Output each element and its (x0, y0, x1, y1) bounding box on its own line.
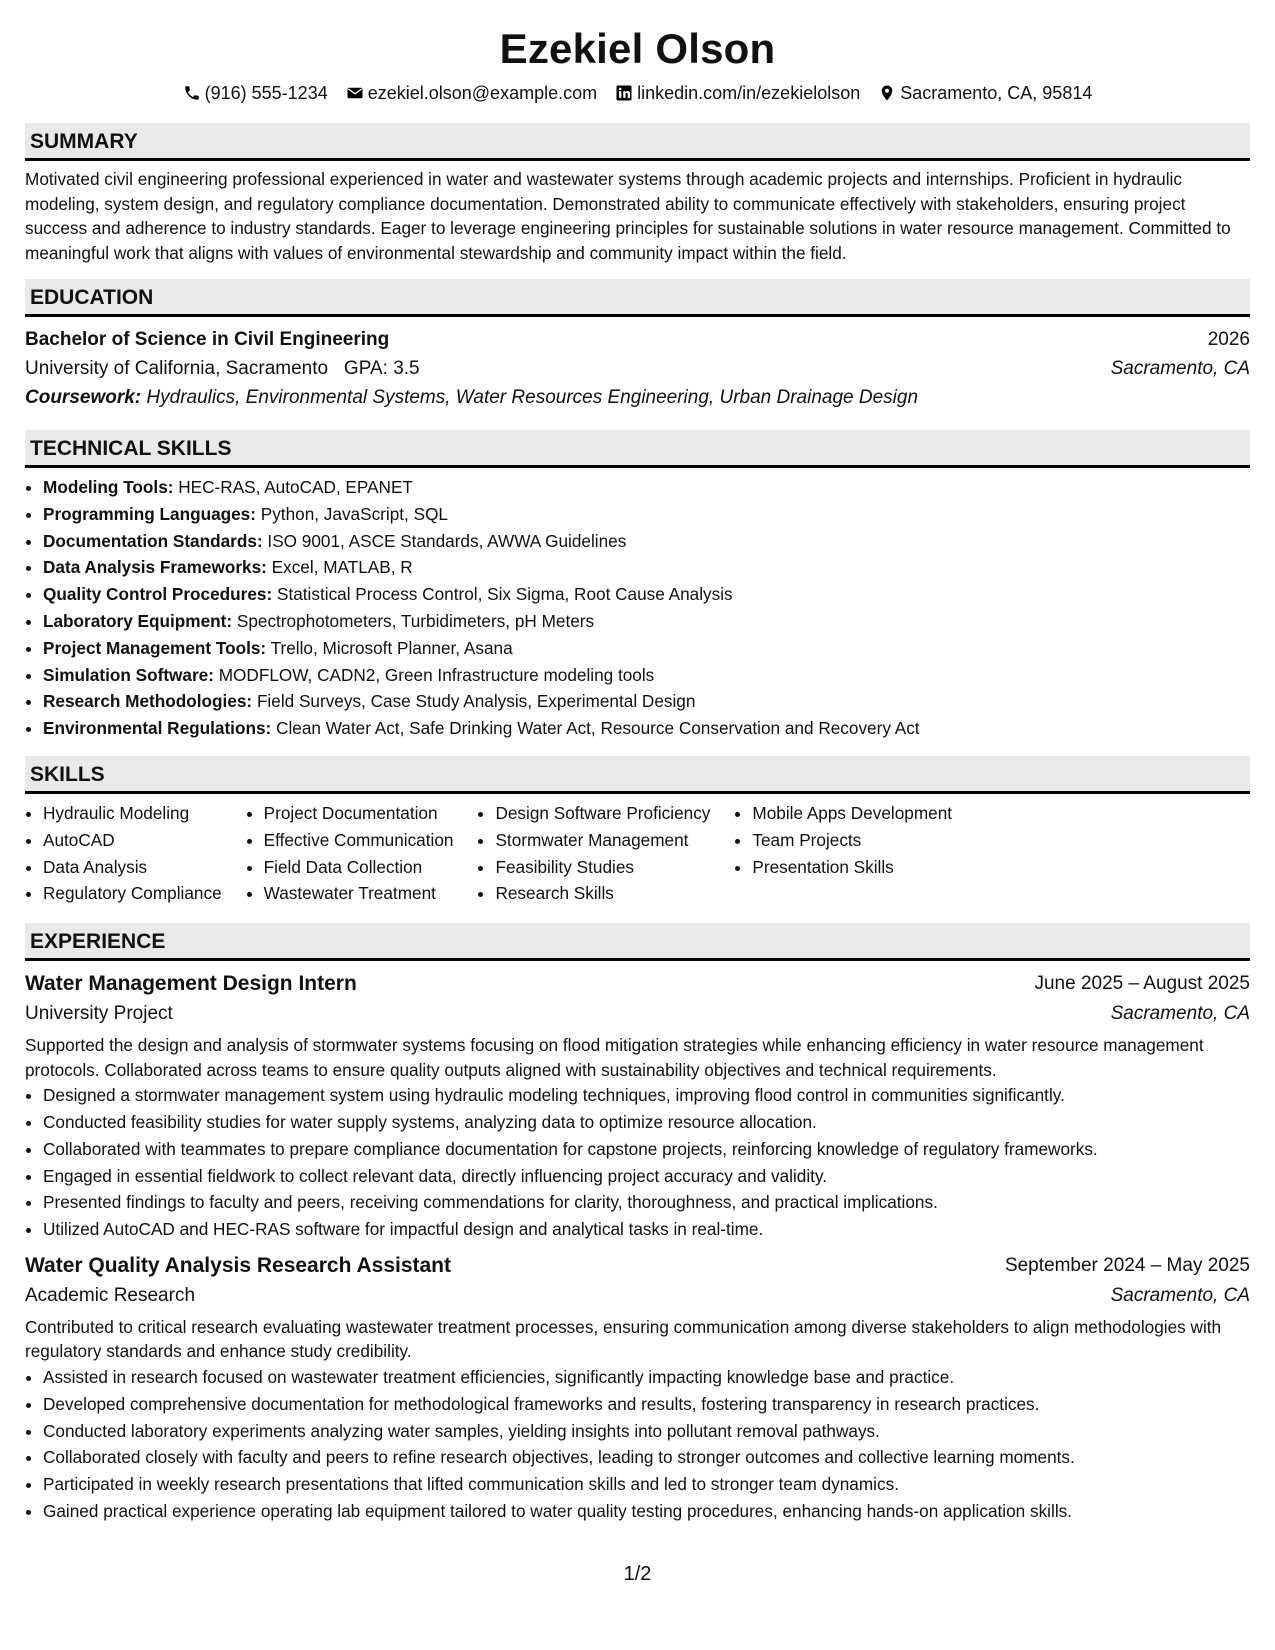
school-name: University of California, Sacramento (25, 358, 329, 379)
linkedin-icon (615, 84, 633, 102)
skill-category: Modeling Tools: (43, 477, 174, 497)
job-location: Sacramento, CA (1110, 1003, 1250, 1025)
list-item (43, 715, 1250, 742)
section-heading-summary: SUMMARY (25, 123, 1250, 161)
skills-columns (25, 800, 1250, 907)
experience-entry (25, 969, 1250, 1243)
graduation-year: 2026 (1207, 329, 1250, 350)
contact-email[interactable] (346, 80, 597, 106)
skills-column-4 (734, 800, 952, 907)
section-heading-experience: EXPERIENCE (25, 923, 1250, 961)
list-item (43, 474, 1250, 501)
list-item: • Collaborated closely with faculty and peers to refine research objectives, leading to stronger outcomes and collective learning moments. (43, 1444, 1250, 1471)
list-item: • Presented findings to faculty and peers, receiving commendations for clarity, thoroughness, and practical implications. (43, 1189, 1250, 1216)
job-bullets (25, 1364, 1250, 1525)
list-item: • Presentation Skills (752, 854, 952, 881)
envelope-icon (346, 84, 364, 102)
skill-values: Statistical Process Control, Six Sigma, Root Cause Analysis (276, 584, 733, 605)
list-item: • Designed a stormwater management system using hydraulic modeling techniques, improving flood control in communities significantly. (43, 1082, 1250, 1109)
list-item: • Regulatory Compliance (43, 880, 222, 907)
summary-text: Motivated civil engineering professional experienced in water and wastewater systems through academic projects and internships. Proficient in hydraulic modeling, system design, and regulatory compliance documentation. Demonstrated ability to communicate effectively with stakeholders, ensuring project success and adherence to industry standards. Eager to leverage engineering principles for sustainable solutions in water resource management. Committed to meaningful work that aligns with values of environmental stewardship and community impact within the field. (25, 169, 1231, 263)
skills-column-2 (246, 800, 454, 907)
education-entry (25, 325, 1250, 412)
list-item: • Project Documentation (264, 800, 454, 827)
gpa: GPA: 3.5 (343, 358, 420, 379)
skill-values: ISO 9001, ASCE Standards, AWWA Guidelines (267, 530, 627, 551)
list-item (43, 608, 1250, 635)
page-number: 1/2 (623, 1563, 652, 1585)
list-item (43, 554, 1250, 581)
list-item: • Conducted feasibility studies for water supply systems, analyzing data to optimize resource allocation. (43, 1109, 1250, 1136)
degree-title: Bachelor of Science in Civil Engineering (25, 329, 390, 350)
contact-linkedin[interactable] (615, 80, 860, 106)
school-location: Sacramento, CA (1110, 358, 1250, 379)
list-item: • Utilized AutoCAD and HEC-RAS software for impactful design and analytical tasks in real-time. (43, 1216, 1250, 1243)
skill-category: Project Management Tools: (43, 637, 267, 658)
list-item: • Stormwater Management (495, 827, 710, 854)
skill-category: Research Methodologies: (43, 691, 253, 712)
skill-category: Simulation Software: (43, 664, 214, 685)
skill-category: Environmental Regulations: (43, 718, 272, 739)
skill-values: Python, JavaScript, SQL (260, 503, 448, 524)
job-summary: Supported the design and analysis of stormwater systems focusing on flood mitigation strategies while enhancing efficiency in water resource management protocols. Collaborated across teams to ensure quality outputs aligned with sustainability objectives and technical requirements. (25, 1035, 1204, 1080)
list-item: • Mobile Apps Development (752, 800, 952, 827)
skill-values: Spectrophotometers, Turbidimeters, pH Meters (236, 610, 595, 631)
contact-phone (183, 80, 328, 106)
list-item: • Team Projects (752, 827, 952, 854)
job-dates: June 2025 – August 2025 (1034, 973, 1250, 995)
list-item: • Collaborated with teammates to prepare compliance documentation for capstone projects, reinforcing knowledge of regulatory frameworks. (43, 1136, 1250, 1163)
section-heading-skills: SKILLS (25, 756, 1250, 794)
list-item: • Data Analysis (43, 854, 222, 881)
email-text[interactable]: ezekiel.olson@example.com (367, 83, 598, 103)
list-item: • Hydraulic Modeling (43, 800, 222, 827)
list-item: • Participated in weekly research presentations that lifted communication skills and led to stronger team dynamics. (43, 1471, 1250, 1498)
skill-values: Trello, Microsoft Planner, Asana (270, 637, 513, 658)
school-line (25, 354, 420, 383)
list-item (43, 581, 1250, 608)
contact-bar (25, 80, 1250, 106)
job-dates: September 2024 – May 2025 (1004, 1254, 1250, 1276)
skills-column-3 (477, 800, 710, 907)
phone-text: (916) 555-1234 (204, 83, 328, 103)
section-heading-technical-skills: TECHNICAL SKILLS (25, 430, 1250, 468)
location-text: Sacramento, CA, 95814 (900, 83, 1093, 103)
skill-category: Laboratory Equipment: (43, 610, 233, 631)
skill-category: Quality Control Procedures: (43, 584, 273, 605)
list-item: • Gained practical experience operating lab equipment tailored to water quality testing procedures, enhancing hands-on application skills. (43, 1498, 1250, 1525)
job-organization: Academic Research (25, 1284, 196, 1306)
coursework-label: Coursework: (25, 387, 142, 408)
skills-column-1 (25, 800, 222, 907)
skill-category: Documentation Standards: (43, 530, 263, 551)
list-item: • Developed comprehensive documentation for methodological frameworks and results, fostering transparency in research practices. (43, 1391, 1250, 1418)
list-item: • Effective Communication (264, 827, 454, 854)
job-organization: University Project (25, 1003, 173, 1025)
skill-category: Data Analysis Frameworks: (43, 557, 267, 578)
list-item: • Assisted in research focused on wastewater treatment efficiencies, significantly impacting knowledge base and practice. (43, 1364, 1250, 1391)
experience-entry (25, 1251, 1250, 1525)
skill-values: HEC-RAS, AutoCAD, EPANET (178, 477, 413, 497)
job-bullets (25, 1082, 1250, 1243)
list-item (43, 528, 1250, 555)
job-summary: Contributed to critical research evaluating wastewater treatment processes, ensuring communication among diverse stakeholders to align methodologies with regulatory standards and enhance study credibility. (25, 1316, 1222, 1362)
map-pin-icon (878, 84, 896, 102)
skill-values: Clean Water Act, Safe Drinking Water Act, Resource Conservation and Recovery Act (276, 718, 920, 739)
section-heading-education: EDUCATION (25, 279, 1250, 317)
candidate-name: Ezekiel Olson (499, 25, 776, 72)
list-item: • Field Data Collection (264, 854, 454, 881)
list-item: • Feasibility Studies (495, 854, 710, 881)
skill-values: MODFLOW, CADN2, Green Infrastructure modeling tools (218, 664, 655, 685)
job-location: Sacramento, CA (1110, 1284, 1250, 1306)
list-item: • Research Skills (495, 880, 710, 907)
list-item (43, 501, 1250, 528)
list-item (43, 635, 1250, 662)
list-item: • Wastewater Treatment (264, 880, 454, 907)
list-item (43, 688, 1250, 715)
list-item: • Design Software Proficiency (495, 800, 710, 827)
job-title: Water Quality Analysis Research Assistant (25, 1253, 451, 1277)
contact-location (878, 80, 1092, 106)
skill-values: Excel, MATLAB, R (271, 557, 413, 578)
skill-category: Programming Languages: (43, 503, 256, 524)
job-title: Water Management Design Intern (25, 972, 357, 996)
list-item: • Conducted laboratory experiments analyzing water samples, yielding insights into pollutant removal pathways. (43, 1418, 1250, 1445)
linkedin-text[interactable]: linkedin.com/in/ezekielolson (637, 83, 861, 103)
skill-values: Field Surveys, Case Study Analysis, Experimental Design (256, 691, 696, 712)
list-item (43, 662, 1250, 689)
list-item: • AutoCAD (43, 827, 222, 854)
technical-skills-list (25, 474, 1250, 742)
phone-icon (183, 84, 201, 102)
resume-page (25, 0, 1250, 1525)
coursework-line (25, 383, 1250, 412)
list-item: • Engaged in essential fieldwork to collect relevant data, directly influencing project accuracy and validity. (43, 1163, 1250, 1190)
coursework-list: Hydraulics, Environmental Systems, Water Resources Engineering, Urban Drainage Design (146, 387, 919, 408)
